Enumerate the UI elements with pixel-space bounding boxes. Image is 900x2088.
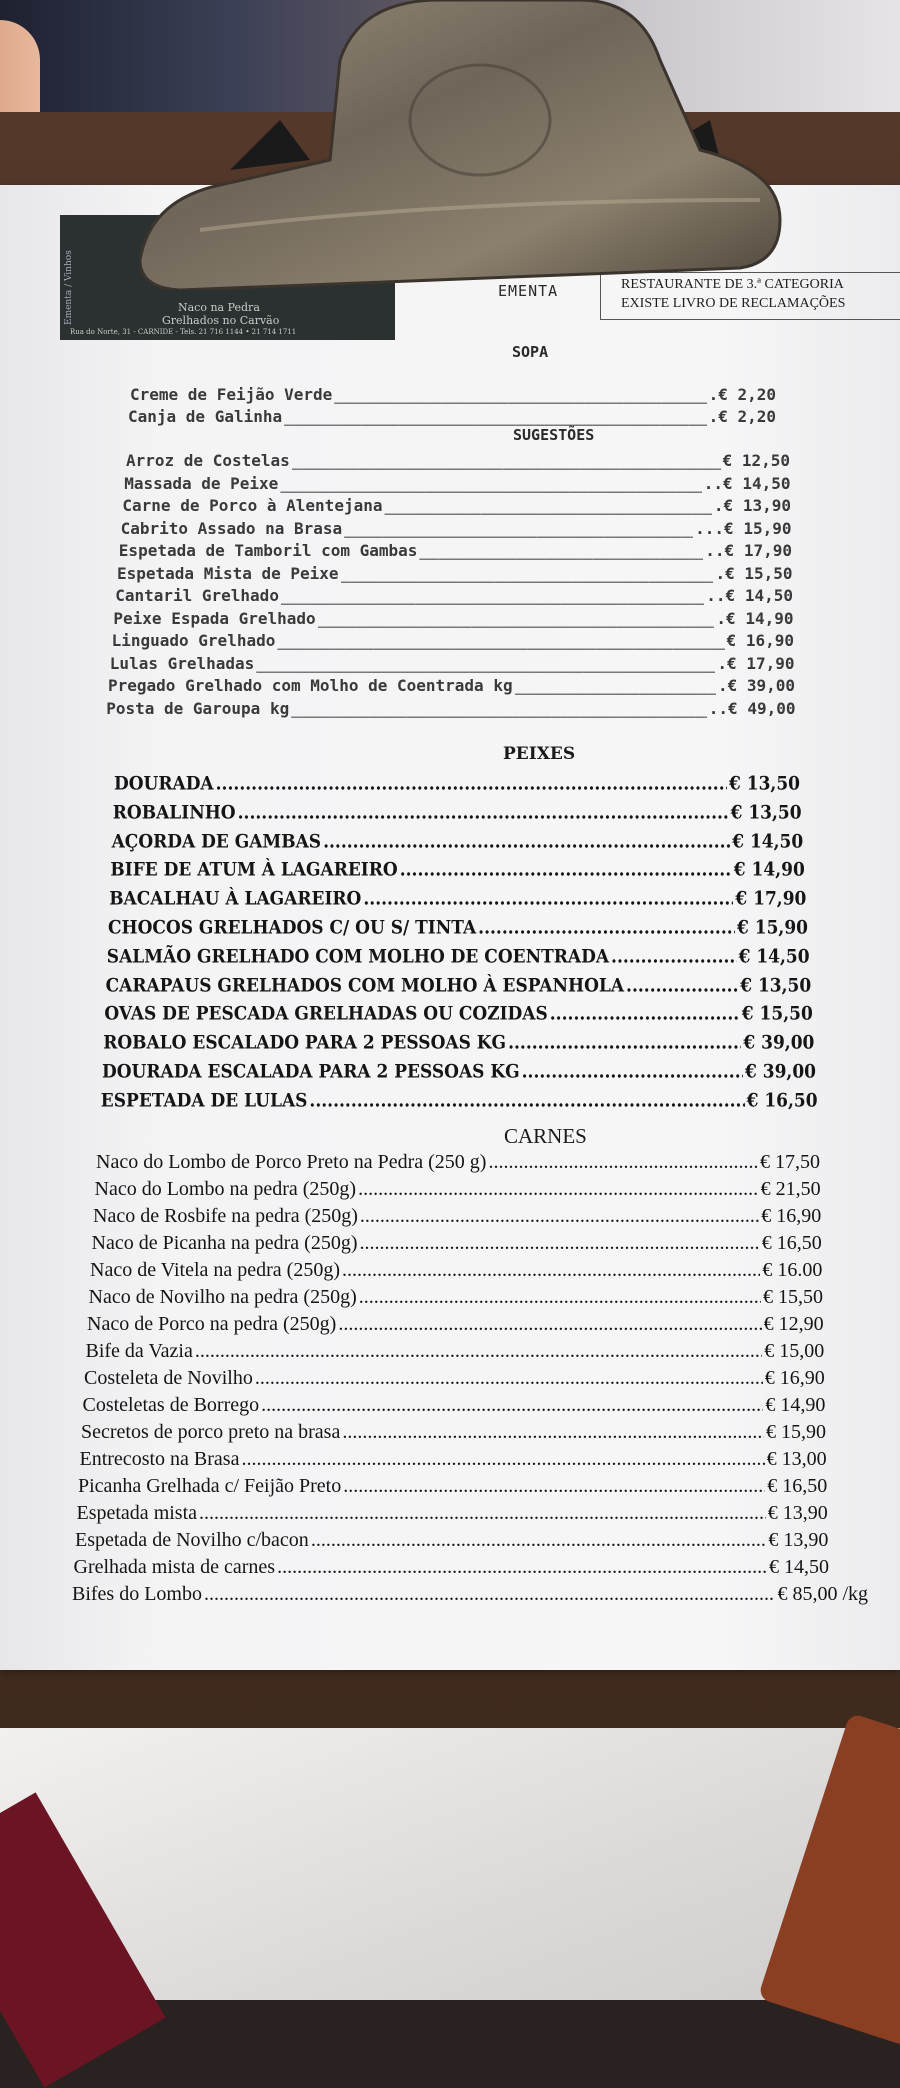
dish-price: € 21,50 [760,1178,821,1200]
sugestoes-menu-item [121,519,792,538]
dish-name: Secretos de porco preto na brasa [81,1421,341,1443]
dot-leader [195,1340,762,1363]
carnes-menu-item [75,1529,828,1552]
dish-price: € 13,50 [730,801,802,824]
peixes-menu-item [113,802,802,824]
peixes-menu-item [112,831,804,853]
dish-name: Arroz de Costelas [126,451,290,470]
dish-price: .€ 13,90 [713,496,791,515]
dish-price: € 16,50 [761,1232,822,1254]
peixes-menu-item [107,946,810,968]
dish-price: ...€ 15,90 [695,518,792,538]
sopa-section-title: SOPA [512,343,549,361]
carnes-menu-item [93,1205,821,1228]
dot-leader [199,1502,766,1525]
dot-leader [508,1032,741,1054]
notice-line-2: EXISTE LIVRO DE RECLAMAÇÕES [621,296,846,311]
dish-price: € 12,50 [722,451,790,470]
dish-price: € 16,50 [767,1475,828,1497]
dish-name: Naco de Picanha na pedra (250g) [91,1232,358,1254]
dot-leader [280,474,701,493]
dish-name: ROBALINHO [112,801,236,824]
dish-name: ROBALO ESCALADO PARA 2 PESSOAS KG [103,1032,507,1055]
dot-leader [400,859,732,881]
dot-leader [341,564,714,583]
sugestoes-menu-item [108,676,795,695]
dish-price: € 13,00 [766,1448,827,1470]
carnes-menu-item [81,1421,826,1444]
dot-leader [611,946,737,968]
dish-price: € 16,90 [764,1367,825,1389]
dish-name: Lulas Grelhadas [109,653,255,673]
dot-leader [478,917,735,939]
dish-name: CHOCOS GRELHADOS C/ OU S/ TINTA [108,917,477,939]
carnes-menu-item [90,1259,822,1282]
dish-price: € 17,90 [735,888,807,911]
dish-price: € 14,50 [738,945,810,968]
dot-leader [342,1259,760,1282]
dish-price: ..€ 14,50 [706,586,793,605]
dot-leader [292,451,721,470]
sugestoes-menu-item [113,609,793,628]
sugestoes-menu-item [119,541,792,560]
dish-name: Naco do Lombo na pedra (250g) [94,1178,357,1200]
carnes-menu-item [84,1367,825,1390]
dish-name: Naco de Vitela na pedra (250g) [90,1259,340,1281]
dish-name: Grelhada mista de carnes [73,1556,276,1578]
peixes-menu-item [114,773,800,795]
dot-leader [360,1232,760,1255]
peixes-menu-item [108,917,808,939]
metal-clip-icon [140,0,820,290]
dish-name: Peixe Espada Grelhado [113,608,316,628]
notice-line-1: RESTAURANTE DE 3.ª CATEGORIA [621,277,844,292]
dish-name: ESPETADA DE LULAS [100,1089,308,1112]
dot-leader [363,888,733,910]
peixes-menu-item [110,859,804,881]
carnes-menu-item [77,1502,828,1525]
dish-name: DOURADA [114,773,214,795]
dish-price: .€ 2,20 [708,407,776,426]
peixes-menu-item [102,1061,816,1083]
dish-name: Linguado Grelhado [111,631,276,650]
dish-name: Picanha Grelhada c/ Feijão Preto [78,1475,342,1497]
carnes-menu-item [96,1151,820,1174]
dot-leader [359,1286,761,1309]
peixes-menu-item [103,1032,814,1054]
dish-price: € 14,50 [732,830,804,853]
dish-name: Bifes do Lombo [72,1583,202,1605]
dish-price: € 39,00 [745,1061,816,1083]
dish-name: Cantaril Grelhado [115,586,279,605]
dish-price: ..€ 49,00 [708,698,796,718]
dish-name: Massada de Peixe [124,473,279,493]
dish-price: € 14,90 [733,859,805,882]
dish-price: ..€ 17,90 [705,541,792,560]
dot-leader [284,407,706,426]
dot-leader [318,609,715,628]
carnes-section-title: CARNES [504,1124,587,1148]
ementa-label: EMENTA [498,282,559,300]
dish-name: Espetada mista [76,1502,198,1524]
dish-price: € 17,50 [760,1151,820,1173]
dish-price: € 16,90 [726,631,794,650]
peixes-menu-item [109,888,806,910]
carnes-menu-item [89,1286,824,1309]
dot-leader [342,1421,764,1444]
sugestoes-menu-item [110,654,795,673]
dish-name: Espetada de Novilho c/bacon [75,1529,309,1551]
dish-name: Bife da Vazia [85,1340,193,1362]
dish-name: Naco de Rosbife na pedra (250g) [93,1205,358,1227]
dish-name: BIFE DE ATUM À LAGAREIRO [110,859,398,882]
carnes-menu-item [83,1394,826,1417]
dot-leader [291,699,707,718]
dish-name: Naco do Lombo de Porco Preto na Pedra (250 g) [96,1151,487,1173]
dish-price: € 39,00 [743,1032,815,1055]
dish-name: Costeletas de Borrego [82,1394,260,1416]
peixes-menu-item [106,975,812,997]
dish-name: BACALHAU À LAGAREIRO [109,888,362,911]
dot-leader [343,1475,765,1498]
dish-name: Posta de Garoupa kg [106,698,290,718]
dish-price: € 85,00 /kg [777,1583,868,1605]
carnes-menu-item [92,1232,822,1255]
dish-price: € 15,00 [764,1340,825,1362]
dot-leader [216,773,727,795]
dish-price: .€ 17,90 [717,653,795,673]
sopa-menu-item [130,385,776,404]
dish-name: Costeleta de Novilho [84,1367,253,1389]
dish-price: € 13,50 [729,773,800,795]
dish-price: .€ 14,90 [716,608,794,628]
logo-side-text: Ementa / Vinhos [64,250,74,325]
dot-leader [281,586,704,605]
dish-price: € 15,50 [741,1003,813,1026]
dot-leader [360,1205,759,1228]
dot-leader [488,1151,758,1174]
dish-name: Espetada Mista de Peixe [117,563,339,583]
dot-leader [334,385,706,404]
tablecloth [0,1728,900,2000]
logo-tagline: Grelhados no Carvão [162,314,280,327]
dish-name: Carne de Porco à Alentejana [122,496,383,515]
dish-name: AÇORDA DE GAMBAS [111,830,322,853]
dish-price: € 16.00 [762,1259,823,1281]
logo-address: Rua do Norte, 31 - CARNIDE - Tels. 21 716 1144 • 21 714 1711 [70,328,297,336]
dish-name: SALMÃO GRELHADO COM MOLHO DE COENTRADA [106,945,610,968]
dot-leader [241,1448,764,1471]
dot-leader [522,1061,743,1083]
carnes-menu-item [95,1178,821,1201]
dish-name: Entrecosto na Brasa [79,1448,240,1470]
dot-leader [358,1178,759,1201]
dish-name: Canja de Galinha [128,407,283,426]
sugestoes-menu-item [126,451,790,470]
sugestoes-menu-item [124,474,790,493]
dot-leader [550,1003,740,1025]
dish-name: CARAPAUS GRELHADOS COM MOLHO À ESPANHOLA [105,974,625,997]
dish-price: € 16,50 [746,1089,818,1112]
dot-leader [255,1367,763,1390]
carnes-menu-item [80,1448,827,1471]
dish-price: € 15,90 [737,917,808,939]
dish-name: Naco de Porco na pedra (250g) [87,1313,337,1335]
dish-price: € 12,90 [763,1313,824,1335]
dot-leader [256,654,715,673]
dot-leader [626,975,738,997]
dot-leader [238,802,729,824]
dish-price: € 15,90 [766,1421,826,1443]
dot-leader [338,1313,761,1336]
dish-price: € 15,50 [763,1286,823,1308]
sugestoes-menu-item [115,586,793,605]
dot-leader [277,631,724,650]
dish-price: € 13,90 [768,1529,829,1551]
dish-price: € 16,90 [761,1205,822,1227]
dot-leader [419,541,703,560]
dish-price: € 13,50 [740,974,812,997]
dish-price: .€ 39,00 [717,676,795,695]
carnes-menu-item [72,1583,868,1606]
dot-leader [277,1556,767,1579]
peixes-menu-item [101,1090,818,1112]
dish-name: Espetada de Tamboril com Gambas [118,541,418,560]
carnes-menu-item [87,1313,824,1336]
dish-name: DOURADA ESCALADA PARA 2 PESSOAS KG [102,1061,520,1083]
dish-name: OVAS DE PESCADA GRELHADAS OU COZIDAS [104,1003,548,1026]
sugestoes-menu-item [106,699,795,718]
dot-leader [261,1394,763,1417]
sugestoes-menu-item [122,496,791,515]
sugestoes-menu-item [112,631,794,650]
dish-name: Creme de Feijão Verde [130,385,333,404]
carnes-menu-item [78,1475,827,1498]
dot-leader [515,676,716,695]
sug-section-title: SUGESTÕES [513,426,595,444]
carnes-menu-item [86,1340,825,1363]
dish-price: ..€ 14,50 [703,473,791,493]
dish-name: Pregado Grelhado com Molho de Coentrada kg [108,676,513,695]
peixes-section-title: PEIXES [503,744,576,764]
logo-name: Naco na Pedra [178,301,260,314]
dot-leader [323,831,730,853]
dot-leader [384,496,711,515]
dot-leader [344,519,693,538]
dish-name: Naco de Novilho na pedra (250g) [88,1286,357,1308]
dot-leader [311,1529,767,1552]
dish-price: € 14,50 [769,1556,829,1578]
dish-name: Cabrito Assado na Brasa [120,518,343,538]
dish-price: .€ 2,20 [708,385,776,404]
dot-leader [309,1090,744,1112]
sopa-menu-item [128,407,776,426]
dish-price: € 14,90 [765,1394,826,1416]
sugestoes-menu-item [117,564,793,583]
dish-price: .€ 15,50 [715,563,793,583]
peixes-menu-item [104,1003,812,1025]
dot-leader [204,1583,775,1606]
carnes-menu-item [74,1556,830,1579]
dish-price: € 13,90 [767,1502,828,1524]
